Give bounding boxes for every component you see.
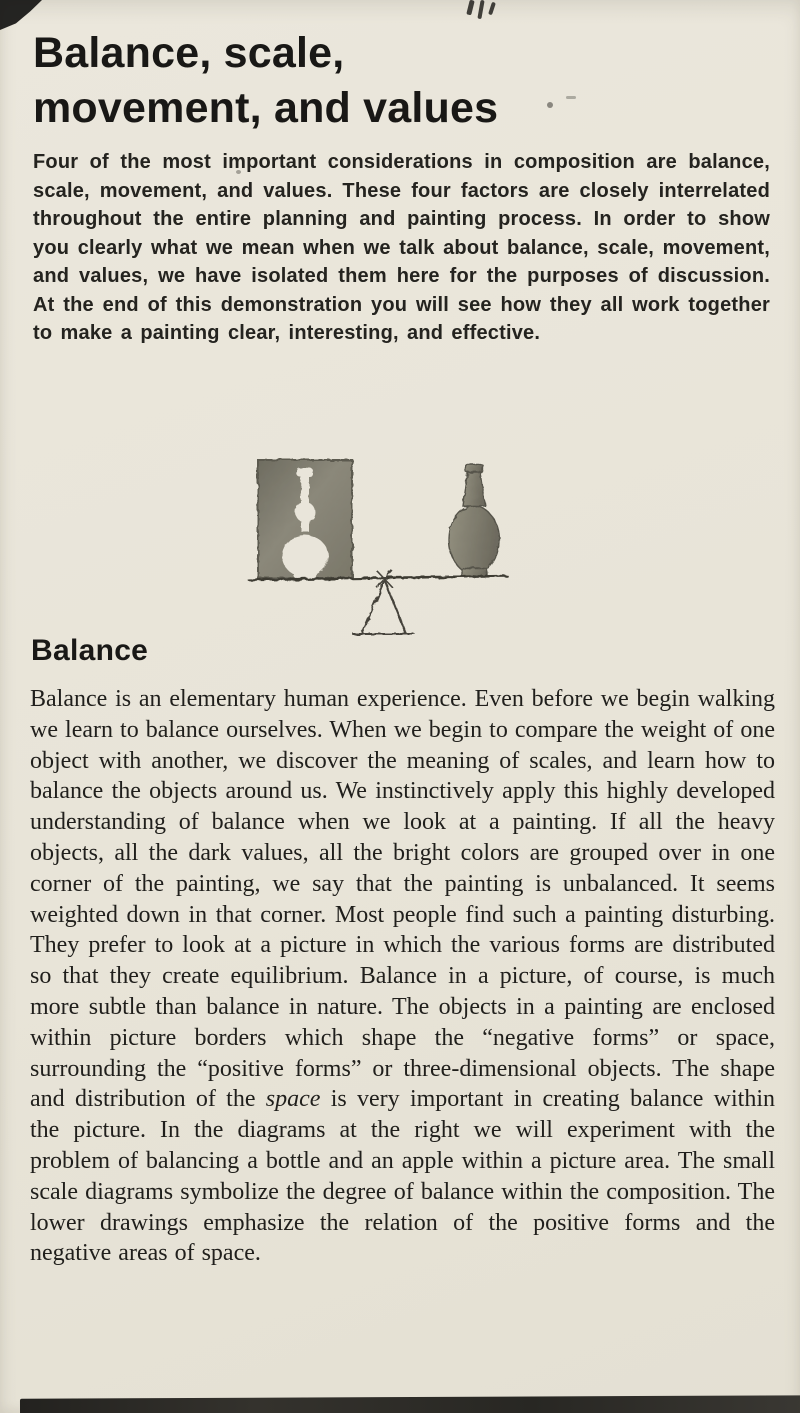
intro-paragraph: Four of the most important considerations in composition are balance, scale, movement, and values. These four factors are closely interrelated throughout the entire planning and painting process. In order to show you clearly what we mean when we talk about balance, scale, movement, and values, we have isolated them here for the purposes of discussion. At the end of this demonstration you will see how they all work together to make a painting clear, interesting, and effective. — [33, 151, 770, 344]
page-title — [33, 26, 498, 136]
body-text-segment: is very important in creating balance within the picture. In the diagrams at the right we will experiment with the problem of balancing a bottle and an apple within a picture area. The small scale diagrams symbolize the degree of balance within the composition. The lower drawings emphasize the relation of the positive forms and the negative areas of space. — [30, 1086, 775, 1267]
scan-speck — [547, 102, 553, 108]
fulcrum-triangle — [353, 571, 414, 634]
dark-vase — [449, 464, 499, 577]
balance-body-paragraph — [30, 684, 775, 1269]
scan-artifact-bottom-edge — [20, 1395, 800, 1413]
page-title-line-2: movement, and values — [33, 84, 499, 133]
shaded-block-with-bottle-silhouette — [258, 460, 352, 578]
balance-seesaw-illustration — [235, 450, 535, 650]
scan-artifact-top-dash — [466, 0, 474, 15]
page-title-line-1: Balance, scale, — [33, 29, 345, 77]
scan-artifact-top-dash — [477, 0, 484, 19]
scan-speck — [566, 96, 576, 99]
balance-seesaw-svg — [235, 450, 535, 650]
section-heading-balance: Balance — [31, 634, 149, 667]
body-text-italic-word: space — [265, 1086, 321, 1113]
body-text-segment: Balance is an elementary human experience. Even before we begin walking we learn to balance ourselves. When we begin to compare the weight of one object with another, we discover the meaning of scales, and learn how to balance the objects around us. We instinctively apply this highly developed understanding of balance when we look at a painting. If all the heavy objects, all the dark values, all the bright colors are grouped over in one corner of the painting, we say that the painting is unbalanced. It seems weighted down in that corner. Most people find such a painting disturbing. They prefer to look at a picture in which the various forms are distributed so that they create equilibrium. Balance in a picture, of course, is much more subtle than balance in nature. The objects in a painting are enclosed within picture borders which shape the “negative forms” or space, surrounding the “positive forms” or three-dimensional objects. The shape and distribution of the — [30, 686, 775, 1113]
scan-artifact-top-dash — [488, 2, 496, 16]
